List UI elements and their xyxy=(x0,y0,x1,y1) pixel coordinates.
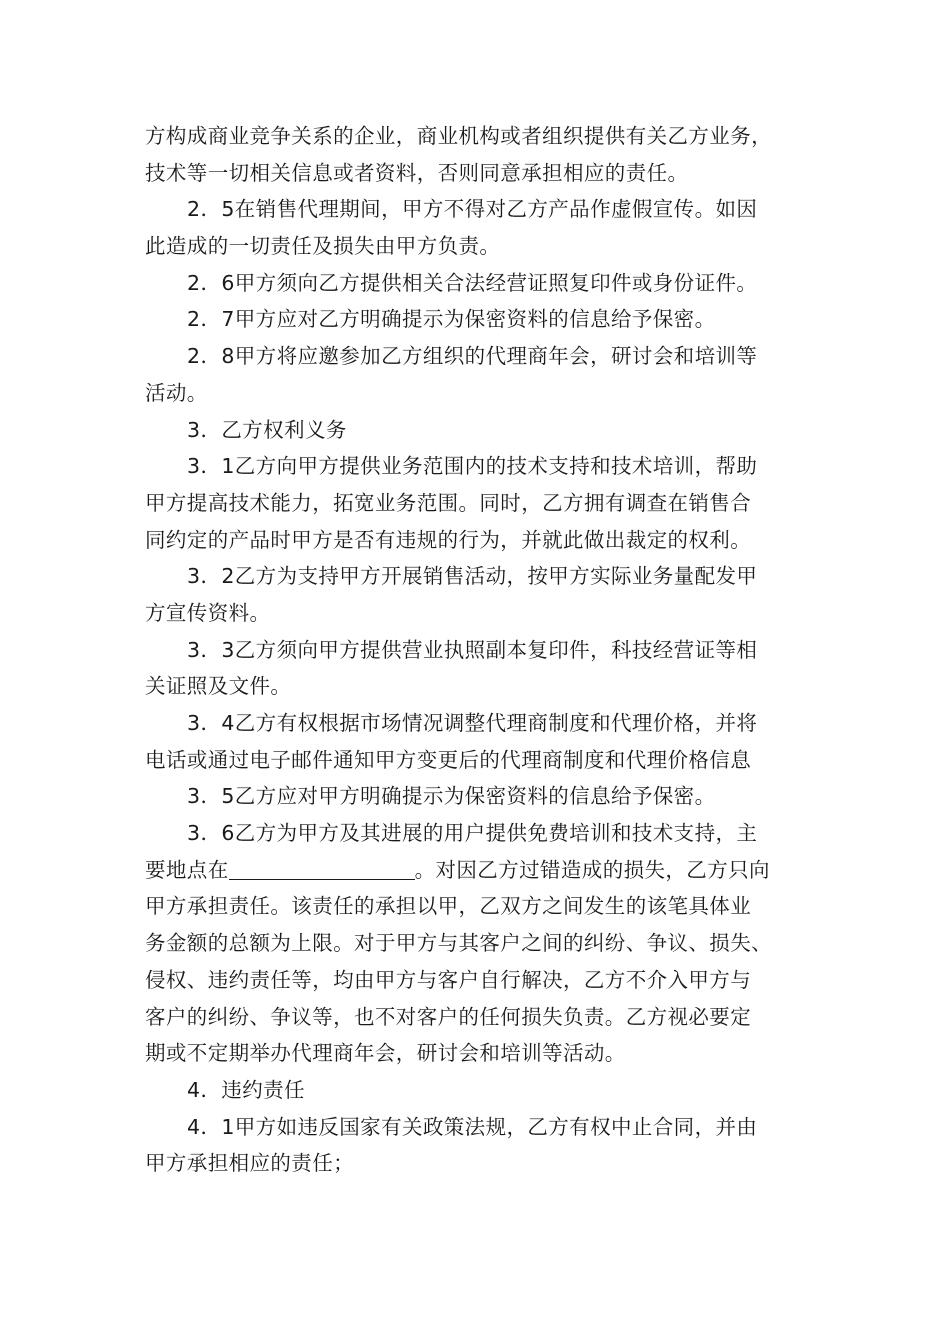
text-line: 甲方承担责任。该责任的承担以甲，乙双方之间发生的该笔具体业 xyxy=(145,894,752,919)
fill-in-blank xyxy=(229,857,415,880)
text-line: 方宣传资料。 xyxy=(145,600,271,625)
clause-3-2 xyxy=(145,558,835,631)
text-line: 客户的纠纷、争议等，也不对客户的任何损失负责。乙方视必要定 xyxy=(145,1004,752,1029)
text-line: 3．3乙方须向甲方提供营业执照副本复印件，科技经营证等相 xyxy=(187,637,758,662)
text-line: 电话或通过电子邮件通知甲方变更后的代理商制度和代理价格信息 xyxy=(145,747,752,772)
text-line: 侵权、违约责任等，均由甲方与客户自行解决，乙方不介入甲方与 xyxy=(145,967,752,992)
text-line: 3．5乙方应对甲方明确提示为保密资料的信息给予保密。 xyxy=(187,784,716,809)
text-line: 期或不定期举办代理商年会，研讨会和培训等活动。 xyxy=(145,1041,626,1066)
text-line: 此造成的一切责任及损失由甲方负责。 xyxy=(145,234,501,259)
text-line: 活动。 xyxy=(145,380,208,405)
clause-2-7 xyxy=(145,301,835,338)
clause-3-6 xyxy=(145,815,835,1072)
text-line: 4．违约责任 xyxy=(187,1077,305,1102)
text-line: 关证照及文件。 xyxy=(145,674,292,699)
text-line: 3．6乙方为甲方及其进展的用户提供免费培训和技术支持，主 xyxy=(187,821,758,846)
document-body xyxy=(145,118,835,1182)
text-line: 技术等一切相关信息或者资料，否则同意承担相应的责任。 xyxy=(145,160,689,185)
blank-line-suffix: 。对因乙方过错造成的损失，乙方只向 xyxy=(414,857,770,882)
text-line: 3．4乙方有权根据市场情况调整代理商制度和代理价格，并将 xyxy=(187,711,758,735)
text-line-with-blank xyxy=(145,852,835,889)
text-line: 2．7甲方应对乙方明确提示为保密资料的信息给予保密。 xyxy=(187,307,716,332)
clause-4-1 xyxy=(145,1109,835,1182)
text-line: 2．5在销售代理期间，甲方不得对乙方产品作虚假宣传。如因 xyxy=(187,197,758,222)
text-line: 3．2乙方为支持甲方开展销售活动，按甲方实际业务量配发甲 xyxy=(187,564,758,589)
text-line: 4．1甲方如违反国家有关政策法规，乙方有权中止合同，并由 xyxy=(187,1114,758,1139)
paragraph-continuation xyxy=(145,118,835,191)
text-line: 务金额的总额为上限。对于甲方与其客户之间的纠纷、争议、损失、 xyxy=(145,931,772,956)
section-3-heading xyxy=(145,412,835,449)
clause-3-5 xyxy=(145,778,835,815)
text-line: 2．8甲方将应邀参加乙方组织的代理商年会，研讨会和培训等 xyxy=(187,344,758,369)
blank-line-prefix: 要地点在 xyxy=(145,857,229,882)
text-line: 甲方提高技术能力，拓宽业务范围。同时，乙方拥有调查在销售合 xyxy=(145,490,752,515)
text-line: 甲方承担相应的责任； xyxy=(145,1151,354,1176)
text-line: 2．6甲方须向乙方提供相关合法经营证照复印件或身份证件。 xyxy=(187,270,758,295)
clause-2-5 xyxy=(145,191,835,264)
clause-2-8 xyxy=(145,338,835,411)
text-line: 方构成商业竞争关系的企业，商业机构或者组织提供有关乙方业务， xyxy=(145,124,772,148)
text-line: 3．乙方权利义务 xyxy=(187,417,347,442)
clause-3-1 xyxy=(145,448,835,558)
clause-3-4 xyxy=(145,705,835,778)
clause-2-6 xyxy=(145,265,835,302)
section-4-heading xyxy=(145,1072,835,1109)
clause-3-3 xyxy=(145,632,835,705)
text-line: 3．1乙方向甲方提供业务范围内的技术支持和技术培训，帮助 xyxy=(187,454,758,479)
text-line: 同约定的产品时甲方是否有违规的行为，并就此做出裁定的权利。 xyxy=(145,527,752,552)
